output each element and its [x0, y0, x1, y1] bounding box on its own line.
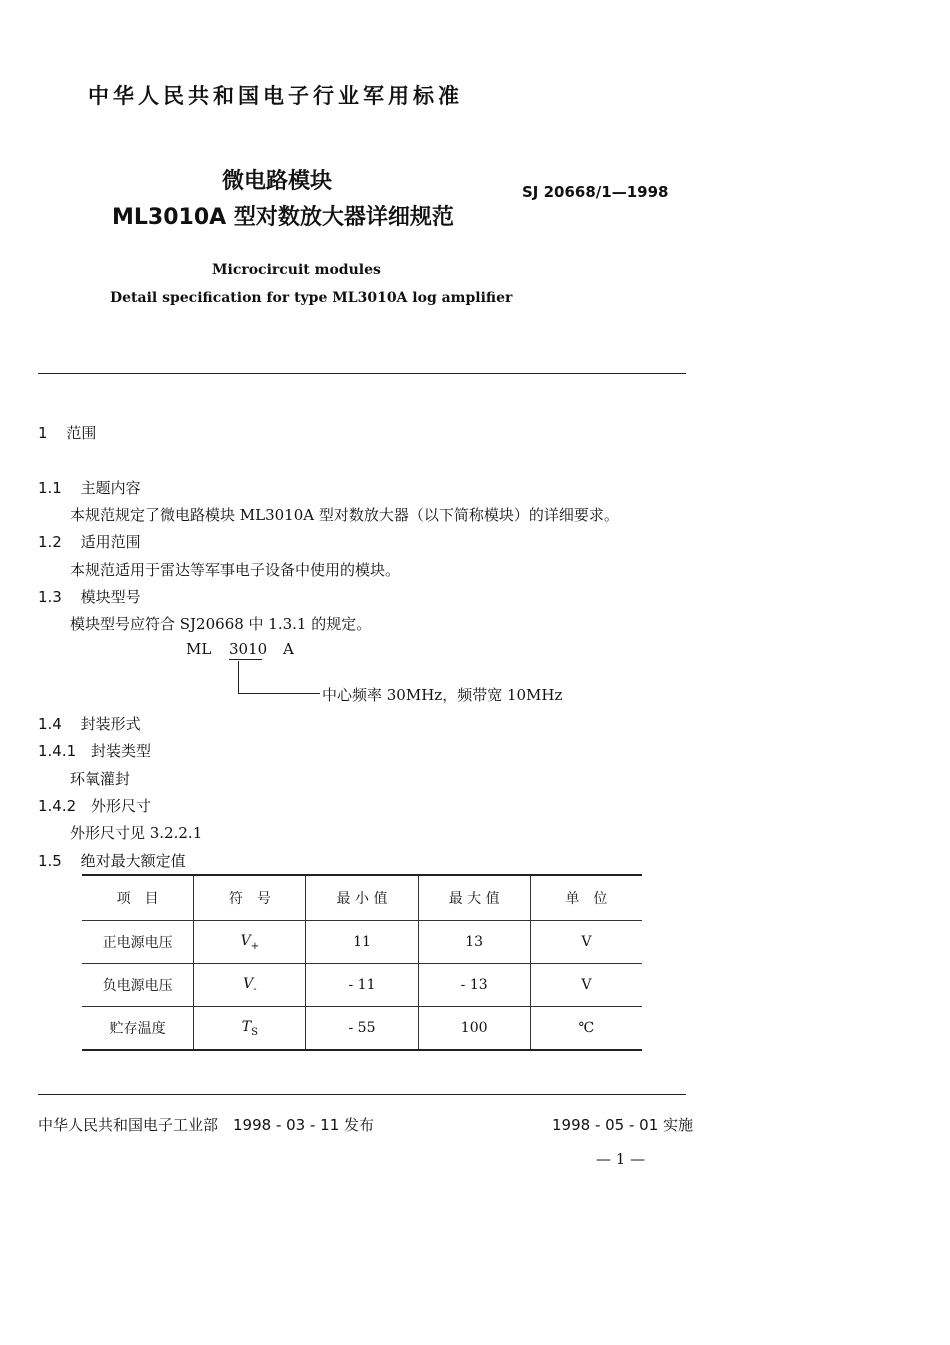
section-title: 外形尺寸 — [90, 797, 151, 815]
section-number: 1 — [38, 424, 48, 442]
section-number: 1.4.2 — [38, 797, 77, 815]
section-title: 封装形式 — [80, 715, 141, 733]
cell-unit: V — [530, 921, 642, 964]
table-header-row — [82, 875, 642, 921]
cell-unit: V — [530, 964, 642, 1007]
designation-note: 中心频率 30MHz，频带宽 10MHz — [322, 686, 563, 704]
section-number: 1.2 — [38, 533, 62, 551]
section-number: 1.3 — [38, 588, 62, 606]
section-title: 范围 — [66, 424, 97, 442]
table-row — [82, 921, 642, 964]
title-en-line2: Detail specification for type ML3010A log amplifier — [110, 290, 513, 306]
header-symbol: 符 号 — [194, 875, 306, 921]
section-1-1-heading — [38, 477, 141, 498]
absolute-max-ratings-table — [82, 874, 642, 1051]
header-item: 项 目 — [82, 875, 194, 921]
designation-suffix: A — [283, 640, 294, 658]
section-1-4-2-text: 外形尺寸见 3.2.2.1 — [70, 824, 203, 842]
symbol-subscript: - — [253, 983, 257, 995]
section-1-4-1-heading — [38, 740, 151, 761]
symbol-main: T — [241, 1018, 252, 1035]
title-cn-line2: ML3010A 型对数放大器详细规范 — [112, 205, 454, 230]
designation-series: 3010 — [229, 640, 268, 658]
title-en-line1: Microcircuit modules — [212, 262, 381, 278]
symbol-subscript: S — [251, 1026, 258, 1038]
cell-min: - 55 — [306, 1007, 418, 1051]
page-number: — 1 — — [596, 1150, 646, 1168]
section-1-4-2-heading — [38, 795, 151, 816]
section-1-4-heading — [38, 713, 141, 734]
section-1-5-heading — [38, 850, 186, 871]
standard-number: SJ 20668/1—1998 — [522, 183, 669, 201]
cell-symbol — [194, 1007, 306, 1051]
designation-leader-vertical — [238, 661, 239, 693]
footer-issuer: 中华人民共和国电子工业部 1998 - 03 - 11 发布 — [38, 1116, 375, 1134]
header-unit: 单 位 — [530, 875, 642, 921]
section-1-3-heading — [38, 586, 141, 607]
symbol-main: V — [243, 975, 254, 992]
cell-max: 100 — [418, 1007, 530, 1051]
designation-prefix: ML — [186, 640, 212, 658]
section-1-4-1-text: 环氧灌封 — [70, 770, 131, 788]
designation-underline — [229, 659, 262, 660]
section-title: 封装类型 — [90, 742, 151, 760]
header-max: 最 大 值 — [418, 875, 530, 921]
table-row — [82, 964, 642, 1007]
symbol-subscript: + — [250, 940, 260, 952]
section-number: 1.4.1 — [38, 742, 77, 760]
section-number: 1.5 — [38, 852, 62, 870]
section-title: 模块型号 — [80, 588, 141, 606]
section-1-2-heading — [38, 531, 141, 552]
bottom-divider — [38, 1094, 686, 1095]
cell-max: - 13 — [418, 964, 530, 1007]
cell-item: 贮存温度 — [82, 1007, 194, 1051]
top-divider — [38, 373, 686, 374]
section-title: 主题内容 — [80, 479, 141, 497]
cell-symbol — [194, 921, 306, 964]
symbol-main: V — [240, 932, 251, 949]
cell-min: 11 — [306, 921, 418, 964]
section-1-heading — [38, 422, 96, 443]
header-min: 最 小 值 — [306, 875, 418, 921]
table-row — [82, 1007, 642, 1051]
cell-max: 13 — [418, 921, 530, 964]
section-title: 适用范围 — [80, 533, 141, 551]
section-1-3-text: 模块型号应符合 SJ20668 中 1.3.1 的规定。 — [70, 615, 372, 633]
title-cn-line1: 微电路模块 — [222, 169, 333, 194]
section-1-2-text: 本规范适用于雷达等军事电子设备中使用的模块。 — [70, 561, 401, 579]
footer-implementation-date: 1998 - 05 - 01 实施 — [552, 1116, 694, 1134]
cell-unit: ℃ — [530, 1007, 642, 1051]
cell-item: 正电源电压 — [82, 921, 194, 964]
section-number: 1.1 — [38, 479, 62, 497]
section-number: 1.4 — [38, 715, 62, 733]
designation-leader-horizontal — [238, 693, 320, 694]
standard-header: 中华人民共和国电子行业军用标准 — [88, 84, 463, 108]
section-title: 绝对最大额定值 — [80, 852, 186, 870]
cell-item: 负电源电压 — [82, 964, 194, 1007]
cell-symbol — [194, 964, 306, 1007]
cell-min: - 11 — [306, 964, 418, 1007]
section-1-1-text: 本规范规定了微电路模块 ML3010A 型对数放大器（以下简称模块）的详细要求。 — [70, 506, 619, 524]
